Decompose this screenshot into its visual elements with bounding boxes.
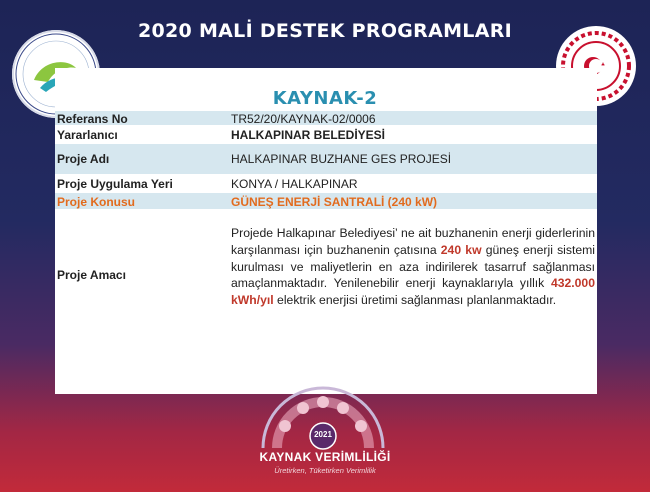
highlight-annual-energy: 432.000 kWh/yıl [231, 276, 595, 308]
campaign-badge-icon [255, 380, 391, 450]
row-value: KONYA / HALKAPINAR [231, 177, 358, 191]
row-value: GÜNEŞ ENERJİ SANTRALİ (240 kW) [231, 195, 438, 209]
purpose-text-part: güneş enerji sistemi kurulması ve maliyetlerin en aza indirilerek tasarruf sağlanması amaçlanmaktadır. Yenilenebilir enerji kaynaklarıyla yıllık [231, 242, 596, 291]
row-value: TR52/20/KAYNAK-02/0006 [231, 112, 376, 126]
card-title: KAYNAK-2 [272, 88, 378, 109]
purpose-text [231, 225, 595, 309]
row-label: Referans No [57, 112, 128, 126]
row-yararlanici [55, 127, 597, 141]
campaign-badge [255, 380, 391, 450]
row-proje-adi [55, 144, 597, 174]
row-referans-no [55, 111, 597, 125]
row-value: HALKAPINAR BELEDİYESİ [231, 128, 386, 142]
badge-year: 2021 [314, 430, 332, 439]
row-label: Proje Uygulama Yeri [57, 177, 173, 191]
row-label: Proje Konusu [57, 195, 136, 209]
purpose-label: Proje Amacı [57, 268, 126, 282]
footer-brand: KAYNAK VERİMLİLİĞİ [259, 450, 391, 464]
row-label: Proje Adı [57, 152, 110, 166]
page-title: 2020 MALİ DESTEK PROGRAMLARI [137, 20, 513, 42]
footer-tagline: Üretirken, Tüketirken Verimlilik [274, 466, 376, 475]
purpose-text-part: Projede Halkapınar Belediyesi’ ne ait buzhanenin enerji giderlerinin karşılanması için buzhanenin çatısına [231, 226, 595, 257]
highlight-capacity: 240 kw [440, 242, 482, 257]
purpose-text-part: elektrik enerjisi üretimi sağlanması planlanmaktadır. [273, 293, 557, 308]
row-proje-konusu [55, 193, 597, 209]
row-value: HALKAPINAR BUZHANE GES PROJESİ [231, 152, 452, 166]
row-label: Yararlanıcı [57, 128, 118, 142]
row-uygulama-yeri [55, 176, 597, 190]
